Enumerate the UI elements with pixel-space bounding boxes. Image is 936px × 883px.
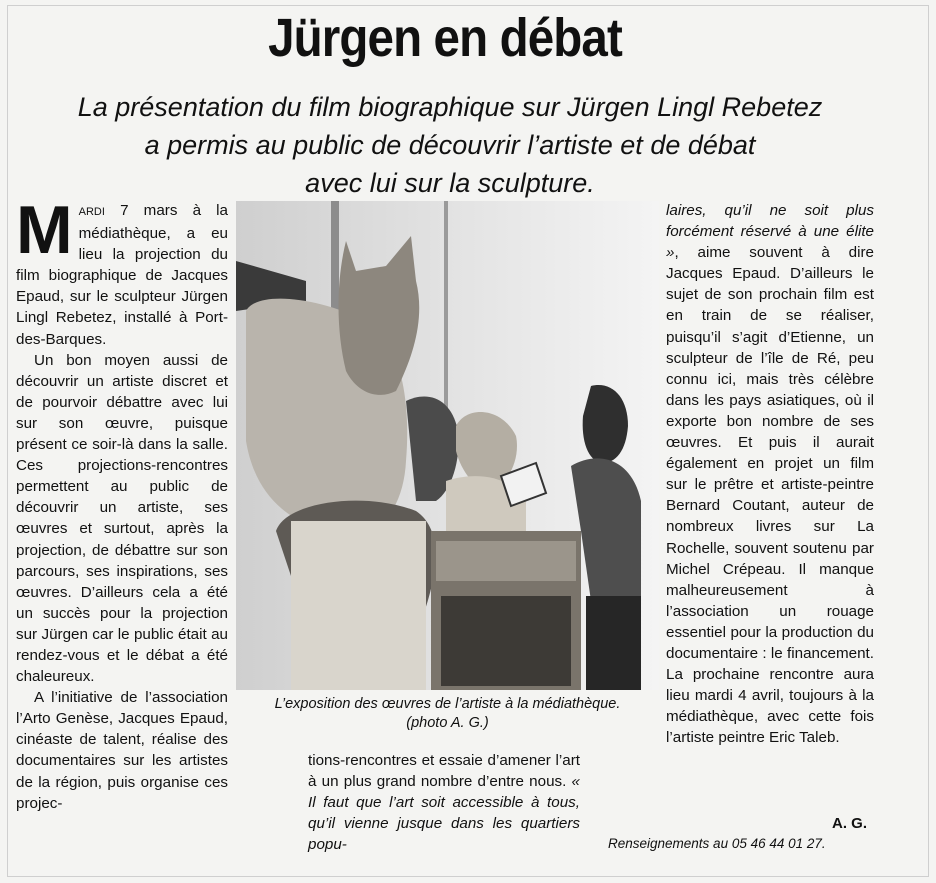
column-1 — [16, 192, 228, 814]
exhibition-photo — [236, 201, 659, 690]
photo-image — [236, 201, 659, 690]
headline: Jürgen en débat — [268, 8, 622, 68]
body-text: , aime souvent à dire Jacques Epaud. D’ailleurs le sujet de son prochain film est en train de se réaliser, puisqu’il s’agit d’Etienne, un sculpteur de l’île de Ré, peu connu ici, mais très célèbre dans les pays asiatiques, où il exporte bon nombre de ses œuvres. Et puis il aurait également en projet un film sur le prêtre et artiste-peintre Bernard Coutant, auteur de nombreux livres sur La Rochelle, souvent soutenu par Michel Crépeau. Il manque malheureusement à l’association un rouage essentiel pour la production du documentaire : le financement. La prochaine rencontre aura lieu mardi 4 avril, toujours à la médiathèque, avec cette fois l’artiste peintre Eric Taleb. — [666, 244, 874, 747]
column-2 — [308, 750, 580, 855]
quote-text: « Il faut que l’art soit accessible à tous, qu’il vienne jusque dans les quartiers popu- — [308, 773, 580, 854]
column-3 — [666, 200, 874, 748]
body-paragraph: A l’initiative de l’association l’Arto Genèse, Jacques Epaud, cinéaste de talent, réalise des documentaires sur les artistes de la région, puis organise ces projec- — [16, 689, 228, 812]
standfirst-line: a permis au public de découvrir l’artiste et de débat — [144, 130, 756, 160]
body-paragraph — [666, 200, 874, 748]
caption-line: L’exposition des œuvres de l’artiste à la médiathèque. — [274, 696, 621, 712]
contact-info: Renseignements au 05 46 44 01 27. — [608, 836, 826, 851]
standfirst-line: avec lui sur la sculpture. — [305, 168, 595, 198]
lead-text: 7 mars à la médiathèque, a eu lieu la projection du film biographique de Jacques Epaud, sur le sculpteur Jürgen Lingl Rebetez, installé à Port-des-Barques. — [16, 202, 228, 348]
body-paragraph — [308, 750, 580, 855]
caption-credit: (photo A. G.) — [406, 715, 489, 731]
drop-cap: M — [16, 192, 73, 268]
lead-paragraph — [16, 192, 228, 350]
body-text: tions-rencontres et essaie d’amener l’art à un plus grand nombre d’entre nous. — [308, 752, 580, 791]
lead-smallcaps: ARDI — [78, 206, 105, 218]
photo-caption — [236, 695, 659, 733]
standfirst — [30, 88, 870, 202]
quote-text: laires, qu’il ne soit plus forcément réservé à une élite » — [666, 202, 874, 262]
author-signature: A. G. — [832, 815, 868, 832]
standfirst-line: La présentation du film biographique sur Jürgen Lingl Rebetez — [77, 92, 823, 122]
body-paragraph: Un bon moyen aussi de découvrir un artiste discret et de pourvoir débattre avec lui sur son œuvre, puisque présent ce soir-là dans la salle. Ces projections-rencontres permettent au public de découvrir un artiste, ses œuvres et surtout, après la projection, de débattre sur son parcours, ses inspirations, ses œuvres. D’ailleurs cela a été un succès pour la projection sur Jürgen car le public était au rendez-vous et le débat a été chaleureux. — [16, 351, 228, 686]
